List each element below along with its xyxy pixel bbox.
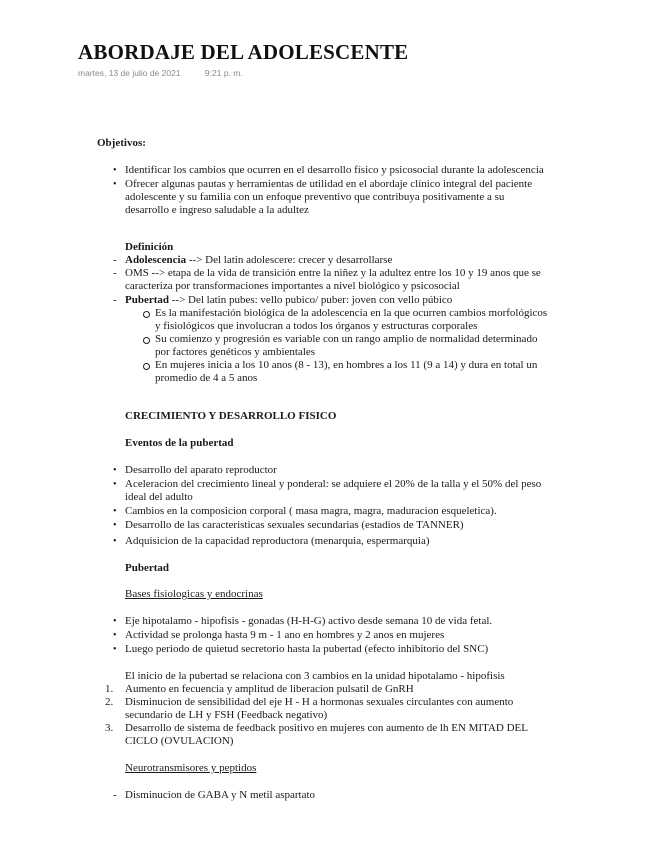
evento-item: Desarrollo de las caracteristicas sexuales secundarias (estadios de TANNER)	[125, 519, 464, 531]
dash-marker: -	[113, 254, 117, 266]
page-time: 9:21 p. m.	[204, 68, 243, 78]
bullet-icon: •	[113, 536, 117, 547]
inicio-item-continuation: secundario de LH y FSH (Feedback negativo)	[125, 709, 328, 721]
page-date: martes, 13 de julio de 2021	[78, 68, 181, 78]
eventos-heading: Eventos de la pubertad	[125, 437, 234, 449]
pubertad-subitem-continuation: por factores genéticos y ambientales	[155, 346, 316, 358]
bases-item: Luego periodo de quietud secretorio hasta la pubertad (efecto inhibitorio del SNC)	[125, 643, 489, 655]
list-number: 3.	[105, 722, 114, 734]
evento-item: Cambios en la composicion corporal ( masa magra, magra, maduracion esqueletica).	[125, 505, 497, 517]
bullet-icon: •	[113, 165, 117, 176]
bullet-icon: •	[113, 630, 117, 641]
circle-bullet-icon	[143, 311, 150, 318]
pubertad-subitem-continuation: promedio de 4 a 5 anos	[155, 372, 258, 384]
evento-item-continuation: ideal del adulto	[125, 491, 193, 503]
page-metadata	[78, 68, 243, 78]
dash-marker: -	[113, 789, 117, 801]
evento-item: Adquisicion de la capacidad reproductora (menarquia, espermarquia)	[125, 535, 430, 547]
objetivo-item-continuation: desarrollo e ingreso saludable a la adultez	[125, 204, 309, 216]
inicio-item-continuation: CICLO (OVULACION)	[125, 735, 234, 747]
bullet-icon: •	[113, 479, 117, 490]
term-adolescencia: Adolescencia	[125, 254, 187, 266]
circle-bullet-icon	[143, 363, 150, 370]
pubertad-subitem: Es la manifestación biológica de la adolescencia en la que ocurren cambios morfológicos	[155, 307, 548, 319]
bases-item: Eje hipotalamo - hipofisis - gonadas (H-H-G) activo desde semana 10 de vida fetal.	[125, 615, 493, 627]
term-pubertad: Pubertad	[125, 294, 169, 306]
list-number: 1.	[105, 683, 114, 695]
pubertad-subitem: En mujeres inicia a los 10 anos (8 - 13), en hombres a los 11 (9 a 14) y dura en total un	[155, 359, 538, 371]
dash-marker: -	[113, 267, 117, 279]
def-oms: OMS --> etapa de la vida de transición entre la niñez y la adultez entre los 10 y 19 anos que se	[125, 267, 541, 279]
objetivo-item-continuation: adolescente y su familia con un enfoque preventivo que contribuya positivamente a su	[125, 191, 505, 203]
neuro-item: Disminucion de GABA y N metil aspartato	[125, 789, 316, 801]
pubertad-subitem: Su comienzo y progresión es variable con un rango amplio de normalidad determinado	[155, 333, 538, 345]
dash-marker: -	[113, 294, 117, 306]
inicio-item: Desarrollo de sistema de feedback positivo en mujeres con aumento de lh EN MITAD DEL	[125, 722, 528, 734]
objetivos-heading: Objetivos:	[97, 137, 146, 149]
page-title: ABORDAJE DEL ADOLESCENTE	[78, 40, 409, 64]
evento-item: Aceleracion del crecimiento lineal y ponderal: se adquiere el 20% de la talla y el 50% del peso	[125, 478, 542, 490]
def-pubertad	[125, 294, 452, 307]
def-oms-continuation: caracteriza por transformaciones importantes a nivel biológico y psicosocial	[125, 280, 460, 292]
bullet-icon: •	[113, 616, 117, 627]
definicion-heading: Definición	[125, 241, 174, 253]
bases-heading: Bases fisiologicas y endocrinas	[125, 588, 263, 600]
pubertad-subitem-continuation: y fisiológicos que involucran a todos los órganos y estructuras corporales	[155, 320, 478, 332]
inicio-item: Aumento en fecuencia y amplitud de liberacion pulsatil de GnRH	[125, 683, 414, 695]
bullet-icon: •	[113, 179, 117, 190]
list-number: 2.	[105, 696, 114, 708]
objetivo-item: Ofrecer algunas pautas y herramientas de utilidad en el abordaje clínico integral del paciente	[125, 178, 533, 190]
bullet-icon: •	[113, 644, 117, 655]
bases-item: Actividad se prolonga hasta 9 m - 1 ano en hombres y 2 anos en mujeres	[125, 629, 445, 641]
bullet-icon: •	[113, 520, 117, 531]
def-pubertad-text: --> Del latin pubes: vello pubico/ puber: joven con vello púbico	[169, 294, 453, 306]
pubertad-heading: Pubertad	[125, 562, 169, 574]
def-adolescencia	[125, 254, 392, 267]
objetivo-item: Identificar los cambios que ocurren en el desarrollo físico y psicosocial durante la adolescencia	[125, 164, 544, 176]
bullet-icon: •	[113, 465, 117, 476]
inicio-item: Disminucion de sensibilidad del eje H - H a hormonas sexuales circulantes con aumento	[125, 696, 514, 708]
neuro-heading: Neurotransmisores y peptidos	[125, 762, 257, 774]
evento-item: Desarrollo del aparato reproductor	[125, 464, 277, 476]
def-adolescencia-text: --> Del latin adolescere: crecer y desarrollarse	[186, 254, 393, 266]
circle-bullet-icon	[143, 337, 150, 344]
bullet-icon: •	[113, 506, 117, 517]
inicio-intro: El inicio de la pubertad se relaciona con 3 cambios en la unidad hipotalamo - hipofisis	[125, 670, 505, 682]
crecimiento-heading: CRECIMIENTO Y DESARROLLO FISICO	[125, 410, 337, 422]
